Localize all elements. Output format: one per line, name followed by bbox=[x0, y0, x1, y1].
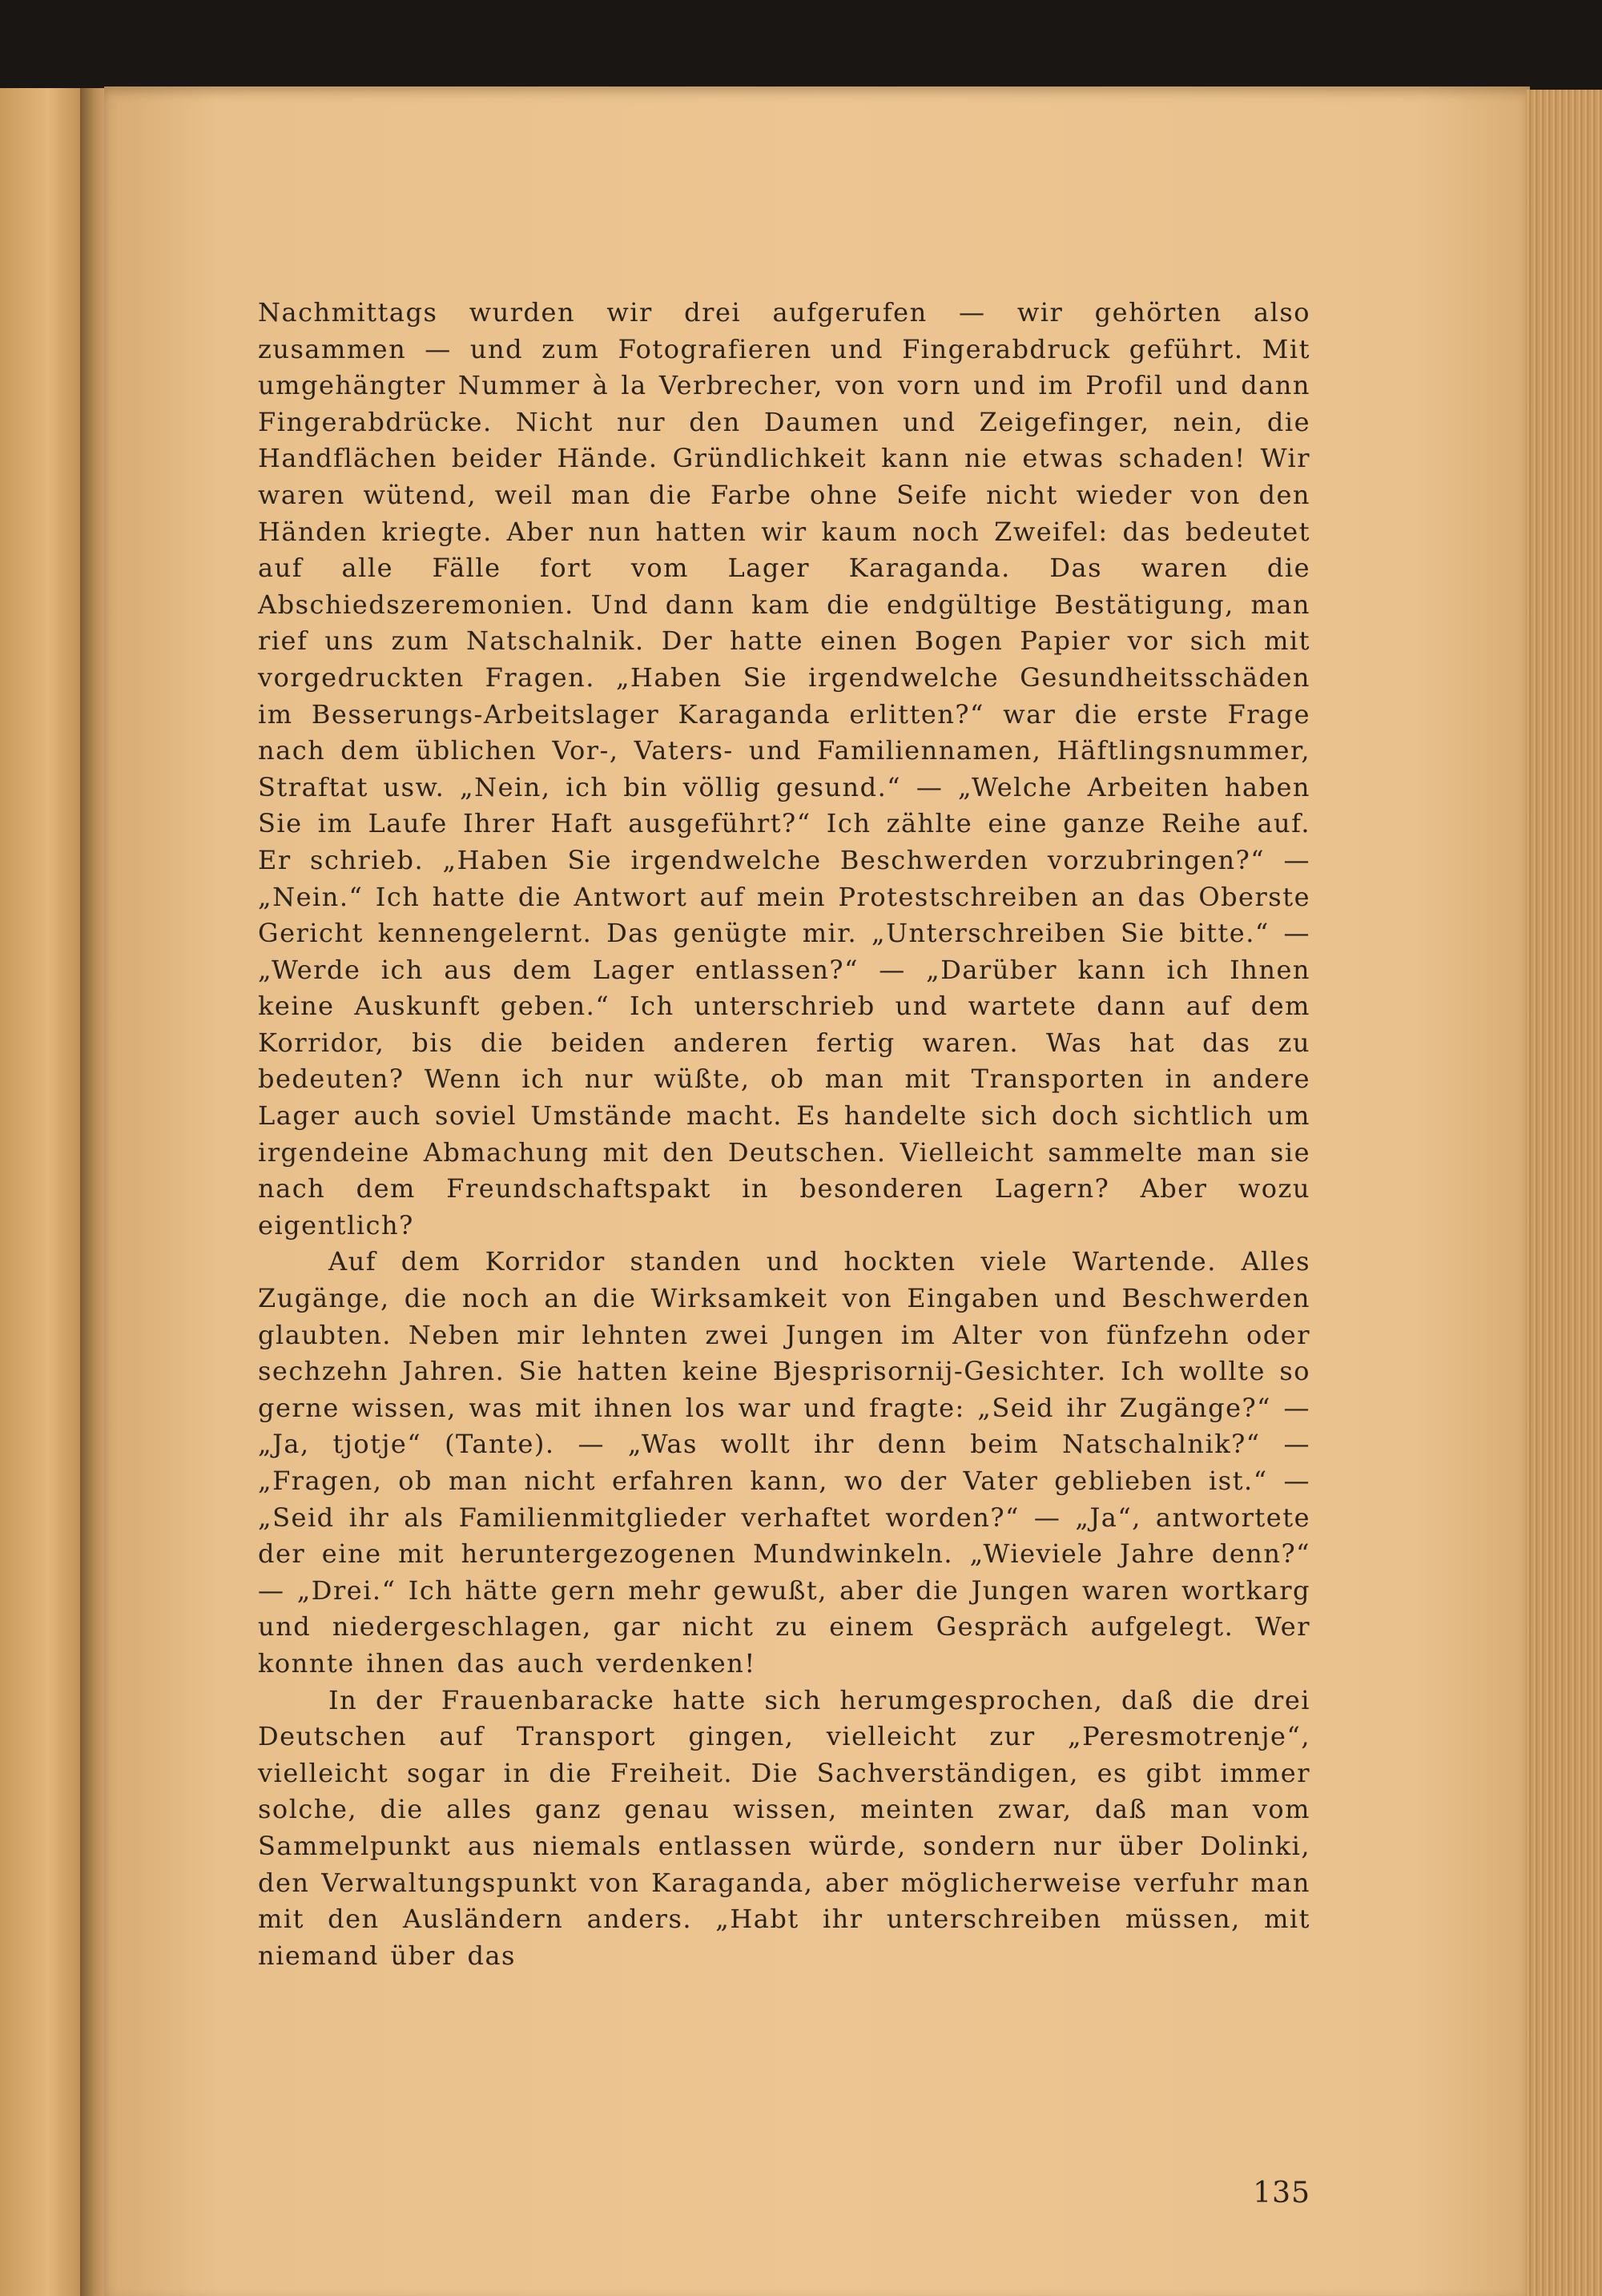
paragraph: Nachmittags wurden wir drei aufgerufen — wir gehörten also zusammen — und zum Fotografieren und Fingerabdruck geführt. Mit umgehängter Nummer à la Verbrecher, von vorn und im Profil und dann Fingerabdrücke. Nicht nur den Daumen und Zeigefinger, nein, die Handflächen beider Hände. Gründlichkeit kann nie etwas schaden! Wir waren wütend, weil man die Farbe ohne Seife nicht wieder von den Händen kriegte. Aber nun hatten wir kaum noch Zweifel: das bedeutet auf alle Fälle fort vom Lager Karaganda. Das waren die Abschiedszeremonien. Und dann kam die endgültige Bestätigung, man rief uns zum Natschalnik. Der hatte einen Bogen Papier vor sich mit vorgedruckten Fragen. „Haben Sie irgendwelche Gesundheitsschäden im Besserungs-Arbeitslager Karaganda erlitten?“ war die erste Frage nach dem üblichen Vor-, Vaters- und Familiennamen, Häftlingsnummer, Straftat usw. „Nein, ich bin völlig gesund.“ — „Welche Arbeiten haben Sie im Laufe Ihrer Haft ausgeführt?“ Ich zählte eine ganze Reihe auf. Er schrieb. „Haben Sie irgendwelche Beschwerden vorzubringen?“ — „Nein.“ Ich hatte die Antwort auf mein Protestschreiben an das Oberste Gericht kennengelernt. Das genügte mir. „Unterschreiben Sie bitte.“ — „Werde ich aus dem Lager entlassen?“ — „Darüber kann ich Ihnen keine Auskunft geben.“ Ich unterschrieb und wartete dann auf dem Korridor, bis die beiden anderen fertig waren. Was hat das zu bedeuten? Wenn ich nur wüßte, ob man mit Transporten in andere Lager auch soviel Umstände macht. Es handelte sich doch sichtlich um irgendeine Abmachung mit den Deutschen. Vielleicht sammelte man sie nach dem Freundschaftspakt in besonderen Lagern? Aber wozu eigentlich? bbox=[258, 297, 1310, 1240]
paragraph: Auf dem Korridor standen und hockten viele Wartende. Alles Zugänge, die noch an die Wirksamkeit von Eingaben und Beschwerden glaubten. Neben mir lehnten zwei Jungen im Alter von fünfzehn oder sechzehn Jahren. Sie hatten keine Bjesprisornij-Gesichter. Ich wollte so gerne wissen, was mit ihnen los war und fragte: „Seid ihr Zugänge?“ — „Ja, tjotje“ (Tante). — „Was wollt ihr denn beim Natschalnik?“ — „Fragen, ob man nicht erfahren kann, wo der Vater geblieben ist.“ — „Seid ihr als Familienmitglieder verhaftet worden?“ — „Ja“, antwortete der eine mit heruntergezogenen Mundwinkeln. „Wieviele Jahre denn?“ — „Drei.“ Ich hätte gern mehr gewußt, aber die Jungen waren wortkarg und niedergeschlagen, gar nicht zu einem Gespräch aufgelegt. Wer konnte ihnen das auch verdenken! bbox=[258, 1246, 1310, 1679]
page-number: 135 bbox=[1253, 2177, 1310, 2210]
body-text bbox=[258, 295, 1310, 1974]
page-stack-edges bbox=[1526, 90, 1602, 2296]
paragraph: In der Frauenbaracke hatte sich herumgesprochen, daß die drei Deutschen auf Transport gingen, vielleicht zur „Peresmotrenje“, vielleicht sogar in die Freiheit. Die Sachverständigen, es gibt immer solche, die alles ganz genau wissen, meinten zwar, daß man vom Sammelpunkt aus niemals entlassen würde, sondern nur über Dolinki, den Verwaltungspunkt von Karaganda, aber möglicherweise verfuhr man mit den Ausländern anders. „Habt ihr unterschreiben müssen, mit niemand über das bbox=[258, 1684, 1310, 1971]
left-page-edge bbox=[0, 88, 88, 2296]
